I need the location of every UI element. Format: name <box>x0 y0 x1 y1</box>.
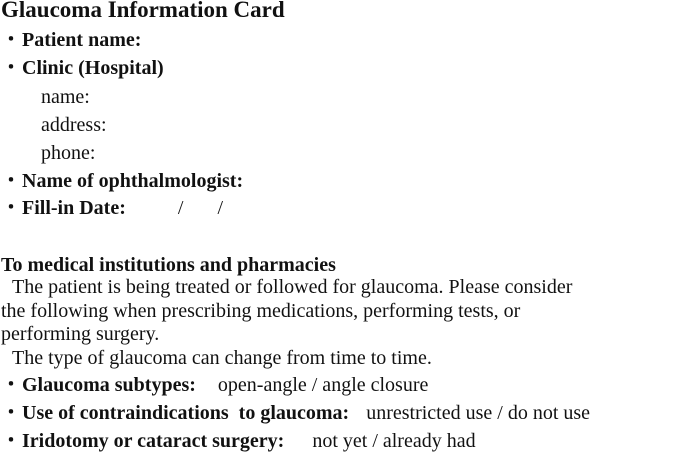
bullet: ・ <box>1 374 21 396</box>
card-title: Glaucoma Information Card <box>1 0 285 22</box>
fill-in-date-label: Fill-in Date: <box>22 197 126 219</box>
bullet: ・ <box>1 430 21 452</box>
surgery-label: Iridotomy or cataract surgery: <box>22 430 285 452</box>
bullet: ・ <box>1 402 21 424</box>
contraindications-label: Use of contraindications to glaucoma: <box>22 402 350 424</box>
patient-name-row <box>0 28 141 52</box>
clinic-phone-label: phone: <box>41 142 96 164</box>
ophthalmologist-row <box>0 169 243 193</box>
contraindications-options: unrestricted use / do not use <box>366 402 591 424</box>
bullet: ・ <box>1 170 21 192</box>
clinic-label: Clinic (Hospital) <box>22 57 164 79</box>
notice-paragraph-line: the following when prescribing medications, performing tests, or <box>1 300 521 322</box>
contraindications-row <box>0 401 590 425</box>
date-separator: / <box>177 197 184 219</box>
fill-in-date-row <box>0 196 223 220</box>
surgery-row <box>0 429 476 453</box>
subtypes-row <box>0 373 428 397</box>
date-separator: / <box>217 197 223 219</box>
bullet: ・ <box>1 29 21 51</box>
notice-paragraph-line: performing surgery. <box>1 323 160 345</box>
notice-heading: To medical institutions and pharmacies <box>1 254 336 276</box>
patient-name-label: Patient name: <box>22 29 142 51</box>
notice-paragraph-line: The patient is being treated or followed for glaucoma. Please consider <box>12 276 573 298</box>
clinic-row <box>0 56 164 80</box>
subtypes-label: Glaucoma subtypes: <box>22 374 196 396</box>
clinic-address-label: address: <box>41 114 107 136</box>
change-note: The type of glaucoma can change from time to time. <box>12 347 432 369</box>
subtypes-options: open-angle / angle closure <box>217 374 429 396</box>
clinic-name-label: name: <box>41 86 90 108</box>
bullet: ・ <box>1 57 21 79</box>
surgery-options: not yet / already had <box>312 430 476 452</box>
ophthalmologist-label: Name of ophthalmologist: <box>22 170 244 192</box>
bullet: ・ <box>1 197 21 219</box>
